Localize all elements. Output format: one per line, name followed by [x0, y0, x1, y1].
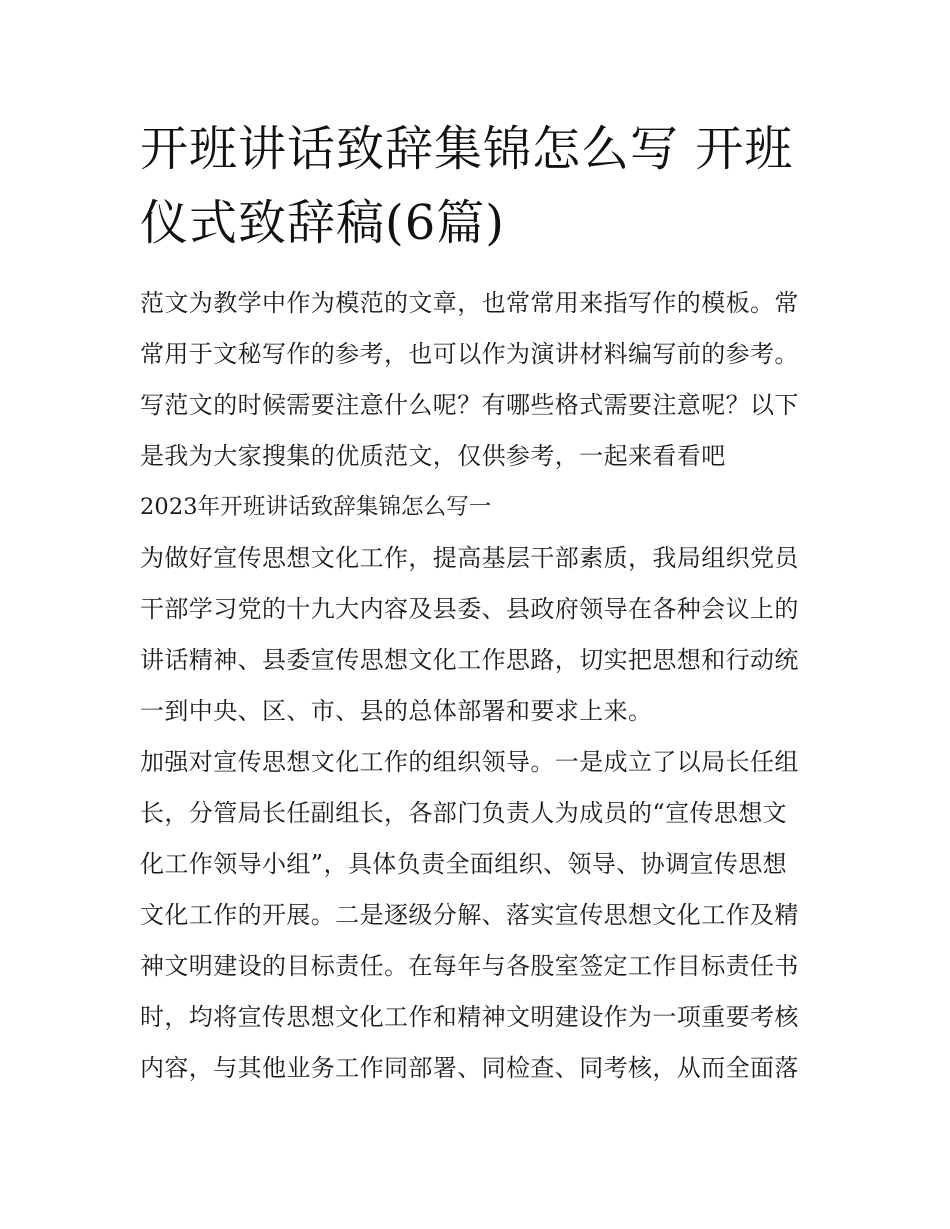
title-line: 开班讲话致辞集锦怎么写 开班 — [140, 121, 794, 177]
paragraph-line: 为做好宣传思想文化工作，提高基层干部素质，我局组织党员 — [140, 544, 799, 572]
section-heading: 2023年开班讲话致辞集锦怎么写一 — [140, 494, 492, 520]
paragraph-line: 神文明建设的目标责任。在每年与各股室签定工作目标责任书 — [140, 952, 799, 980]
paragraph-line: 一到中央、区、市、县的总体部署和要求上来。 — [140, 697, 653, 725]
paragraph-line: 写范文的时候需要注意什么呢？有哪些格式需要注意呢？以下 — [140, 391, 799, 419]
document-body — [140, 278, 812, 1094]
paragraph-line: 讲话精神、县委宣传思想文化工作思路，切实把思想和行动统 — [140, 646, 799, 674]
title-line: 仪式致辞稿(6篇) — [140, 195, 505, 251]
paragraph-line: 干部学习党的十九大内容及县委、县政府领导在各种会议上的 — [140, 595, 799, 623]
paragraph-line: 文化工作的开展。二是逐级分解、落实宣传思想文化工作及精 — [140, 901, 799, 929]
paragraph-line: 长，分管局长任副组长，各部门负责人为成员的“宣传思想文 — [140, 799, 788, 827]
paragraph-line: 是我为大家搜集的优质范文，仅供参考，一起来看看吧 — [140, 442, 726, 470]
paragraph-line: 常用于文秘写作的参考，也可以作为演讲材料编写前的参考。 — [140, 340, 799, 368]
paragraph-line: 时，均将宣传思想文化工作和精神文明建设作为一项重要考核 — [140, 1003, 799, 1031]
paragraph-line: 加强对宣传思想文化工作的组织领导。一是成立了以局长任组 — [140, 748, 799, 776]
paragraph-line: 化工作领导小组”，具体负责全面组织、领导、协调宣传思想 — [140, 850, 788, 878]
document-title — [140, 112, 812, 260]
paragraph-line: 范文为教学中作为模范的文章，也常常用来指写作的模板。常 — [140, 289, 799, 317]
paragraph-line: 内容，与其他业务工作同部署、同检查、同考核，从而全面落 — [140, 1054, 799, 1082]
